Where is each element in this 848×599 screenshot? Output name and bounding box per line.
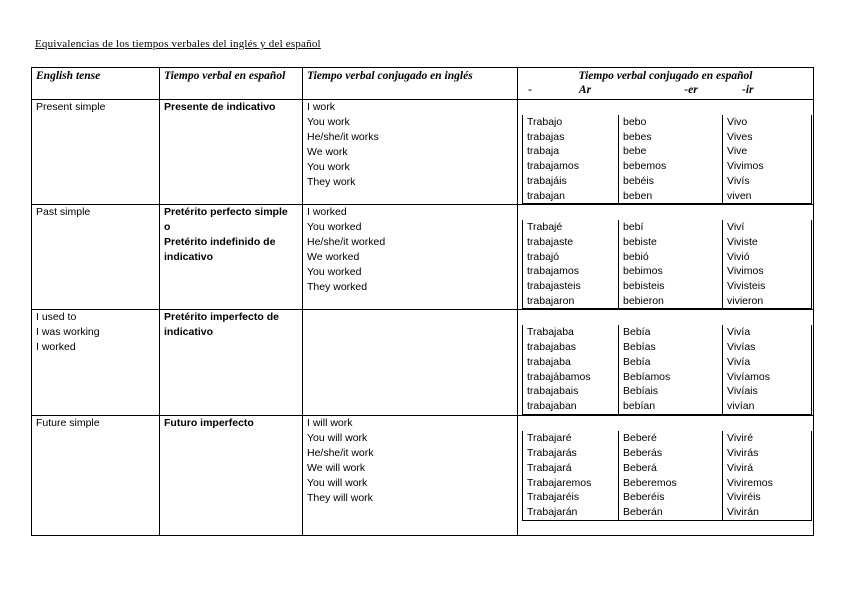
conjugation-er: bebimos <box>619 264 723 279</box>
tense-row <box>32 100 814 205</box>
header-tiempo-verbal: Tiempo verbal en español <box>160 68 303 100</box>
conjugation-row <box>523 174 812 189</box>
conjugation-ar: Trabajaremos <box>523 476 619 491</box>
conjugation-row <box>523 476 812 491</box>
tense-row <box>32 416 814 536</box>
english-conjugation-cell <box>303 100 518 205</box>
english-conjugation-cell-line: You will work <box>307 432 368 445</box>
conjugation-ir: viven <box>723 189 812 204</box>
conjugation-ar: trabajaste <box>523 235 619 250</box>
conjugation-ar: Trabajé <box>523 220 619 235</box>
conjugation-er: bebes <box>619 130 723 145</box>
english-conjugation-cell-line: You work <box>307 116 350 128</box>
english-tense-cell <box>32 205 160 310</box>
conjugation-ar: trabajaban <box>523 399 619 414</box>
conjugation-ir: Vivo <box>723 115 812 130</box>
conjugation-ir: vivían <box>723 399 812 414</box>
conjugation-er: Bebíais <box>619 384 723 399</box>
conjugation-ir: Vivíais <box>723 384 812 399</box>
spanish-tense-cell <box>160 205 303 310</box>
conjugation-ir: Vivíamos <box>723 370 812 385</box>
conjugation-row <box>523 279 812 294</box>
conjugation-er: bebí <box>619 220 723 235</box>
english-conjugation-cell <box>303 310 518 416</box>
header-endings <box>518 83 813 97</box>
conjugation-er: bebo <box>619 115 723 130</box>
conjugation-row <box>523 325 812 340</box>
conjugation-table <box>522 325 812 414</box>
english-conjugation-cell <box>303 205 518 310</box>
conjugation-row <box>523 340 812 355</box>
english-conjugation-cell-line: We worked <box>307 251 360 264</box>
header-ar: Ar <box>578 84 592 96</box>
conjugation-ar: Trabajaré <box>523 431 619 446</box>
conjugation-table <box>522 220 812 309</box>
spanish-conjugation-cell <box>518 100 814 205</box>
spanish-tense-cell <box>160 310 303 416</box>
english-conjugation-cell-line: I worked <box>307 206 347 219</box>
english-conjugation-cell-line: They will work <box>307 492 373 505</box>
english-conjugation-cell-line: He/she/it work <box>307 447 374 460</box>
conjugation-ir: Vives <box>723 130 812 145</box>
english-tense-cell <box>32 100 160 205</box>
conjugation-ar: Trabajarán <box>523 505 619 520</box>
conjugation-row <box>523 189 812 204</box>
conjugation-er: bebe <box>619 144 723 159</box>
tense-row <box>32 205 814 310</box>
conjugation-ar: trabajamos <box>523 264 619 279</box>
conjugation-ir: Vive <box>723 144 812 159</box>
conjugation-ar: Trabajaba <box>523 325 619 340</box>
conjugation-ar: trabajasteis <box>523 279 619 294</box>
conjugation-ir: Vivías <box>723 340 812 355</box>
conjugation-row <box>523 235 812 250</box>
conjugation-ar: trabajabas <box>523 340 619 355</box>
conjugation-table <box>522 431 812 520</box>
conjugation-ar: trabajas <box>523 130 619 145</box>
conjugation-ir: Viviremos <box>723 476 812 491</box>
conjugation-row <box>523 220 812 235</box>
english-tense-cell-line: I used to <box>36 311 77 324</box>
conjugation-ar: trabajáis <box>523 174 619 189</box>
conjugation-er: Beberé <box>619 431 723 446</box>
conjugation-er: bebieron <box>619 294 723 309</box>
conjugation-er: Bebías <box>619 340 723 355</box>
conjugation-er: Beberán <box>619 505 723 520</box>
document-title: Equivalencias de los tiempos verbales del inglés y del español <box>35 38 321 50</box>
english-conjugation-cell-line: We work <box>307 146 348 158</box>
spanish-tense-cell-line: Futuro imperfecto <box>164 417 254 430</box>
conjugation-ir: Vivirás <box>723 446 812 461</box>
conjugation-er: bebemos <box>619 159 723 174</box>
english-conjugation-cell-line: They work <box>307 176 356 188</box>
english-conjugation-cell-line: They worked <box>307 281 368 294</box>
conjugation-row <box>523 115 812 130</box>
conjugation-er: bebían <box>619 399 723 414</box>
conjugation-er: Bebía <box>619 355 723 370</box>
conjugation-ar: trabajaba <box>523 355 619 370</box>
conjugation-row <box>523 461 812 476</box>
conjugation-er: bebisteis <box>619 279 723 294</box>
spanish-tense-cell-line: indicativo <box>164 251 214 264</box>
header-dash: - <box>528 84 532 96</box>
conjugation-ir: Vivimos <box>723 264 812 279</box>
conjugation-er: Bebíamos <box>619 370 723 385</box>
conjugation-ar: trabajábamos <box>523 370 619 385</box>
conjugation-ar: Trabajo <box>523 115 619 130</box>
spanish-conjugation-cell <box>518 205 814 310</box>
english-conjugation-cell <box>303 416 518 536</box>
english-tense-cell-line: I worked <box>36 341 76 354</box>
conjugation-row <box>523 294 812 309</box>
english-tense-cell <box>32 416 160 536</box>
conjugation-row <box>523 130 812 145</box>
english-conjugation-cell-line: He/she/it works <box>307 131 379 143</box>
conjugation-row <box>523 446 812 461</box>
english-conjugation-cell-line: You worked <box>307 266 362 279</box>
conjugation-ir: Vivimos <box>723 159 812 174</box>
conjugation-ar: trabajó <box>523 250 619 265</box>
spanish-tense-cell <box>160 100 303 205</box>
header-ir: -ir <box>742 84 754 96</box>
conjugation-ar: Trabajarás <box>523 446 619 461</box>
conjugation-ar: trabajaron <box>523 294 619 309</box>
conjugation-row <box>523 431 812 446</box>
conjugation-er: Beberá <box>619 461 723 476</box>
conjugation-ir: vivieron <box>723 294 812 309</box>
conjugation-er: Beberás <box>619 446 723 461</box>
conjugation-er: bebéis <box>619 174 723 189</box>
conjugation-ir: Viviréis <box>723 490 812 505</box>
header-conjugado-espanol-label: Tiempo verbal conjugado en español <box>578 70 753 82</box>
english-conjugation-cell-line: You will work <box>307 477 368 490</box>
english-tense-cell-line: Past simple <box>36 206 91 219</box>
conjugation-er: Beberemos <box>619 476 723 491</box>
conjugation-er: bebiste <box>619 235 723 250</box>
conjugation-row <box>523 490 812 505</box>
english-conjugation-cell-line: We will work <box>307 462 366 475</box>
english-tense-cell <box>32 310 160 416</box>
conjugation-row <box>523 370 812 385</box>
conjugation-row <box>523 399 812 414</box>
header-er: -er <box>684 84 698 96</box>
conjugation-ir: Viviste <box>723 235 812 250</box>
conjugation-er: bebió <box>619 250 723 265</box>
spanish-tense-cell-line: Pretérito perfecto simple <box>164 206 288 219</box>
english-conjugation-cell-line: He/she/it worked <box>307 236 386 249</box>
conjugation-ar: trabajan <box>523 189 619 204</box>
conjugation-row <box>523 250 812 265</box>
header-english-tense: English tense <box>32 68 160 100</box>
conjugation-ir: Vivisteis <box>723 279 812 294</box>
conjugation-ir: Vivirá <box>723 461 812 476</box>
verb-tense-table <box>31 67 814 536</box>
tense-row <box>32 310 814 416</box>
conjugation-ir: Vivía <box>723 355 812 370</box>
conjugation-er: Bebía <box>619 325 723 340</box>
conjugation-ir: Vivió <box>723 250 812 265</box>
conjugation-ar: trabaja <box>523 144 619 159</box>
conjugation-row <box>523 264 812 279</box>
spanish-tense-cell-line: Pretérito indefinido de <box>164 236 276 249</box>
english-conjugation-cell-line: I will work <box>307 417 353 430</box>
conjugation-ir: Viví <box>723 220 812 235</box>
spanish-tense-cell-line: Presente de indicativo <box>164 101 276 113</box>
conjugation-ar: Trabajará <box>523 461 619 476</box>
english-conjugation-cell-line: You worked <box>307 221 362 234</box>
conjugation-row <box>523 159 812 174</box>
conjugation-row <box>523 384 812 399</box>
conjugation-ir: Vivís <box>723 174 812 189</box>
conjugation-ar: trabajamos <box>523 159 619 174</box>
conjugation-row <box>523 144 812 159</box>
conjugation-ir: Vivía <box>723 325 812 340</box>
conjugation-ar: Trabajaréis <box>523 490 619 505</box>
conjugation-ir: Vivirán <box>723 505 812 520</box>
header-row <box>32 68 814 100</box>
spanish-conjugation-cell <box>518 416 814 536</box>
spanish-tense-cell-line: o <box>164 221 171 234</box>
conjugation-er: Beberéis <box>619 490 723 505</box>
spanish-conjugation-cell <box>518 310 814 416</box>
english-tense-cell-line: I was working <box>36 326 100 339</box>
conjugation-ar: trabajabais <box>523 384 619 399</box>
english-conjugation-cell-line: I work <box>307 101 336 113</box>
english-tense-cell-line: Present simple <box>36 101 106 113</box>
conjugation-row <box>523 355 812 370</box>
header-conjugado-espanol <box>518 68 814 100</box>
header-conjugado-ingles: Tiempo verbal conjugado en inglés <box>303 68 518 100</box>
spanish-tense-cell-line: Pretérito imperfecto de <box>164 311 279 324</box>
conjugation-table <box>522 115 812 204</box>
spanish-tense-cell <box>160 416 303 536</box>
conjugation-er: beben <box>619 189 723 204</box>
conjugation-ir: Viviré <box>723 431 812 446</box>
spanish-tense-cell-line: indicativo <box>164 326 214 339</box>
conjugation-row <box>523 505 812 520</box>
english-conjugation-cell-line: You work <box>307 161 350 173</box>
english-tense-cell-line: Future simple <box>36 417 100 430</box>
